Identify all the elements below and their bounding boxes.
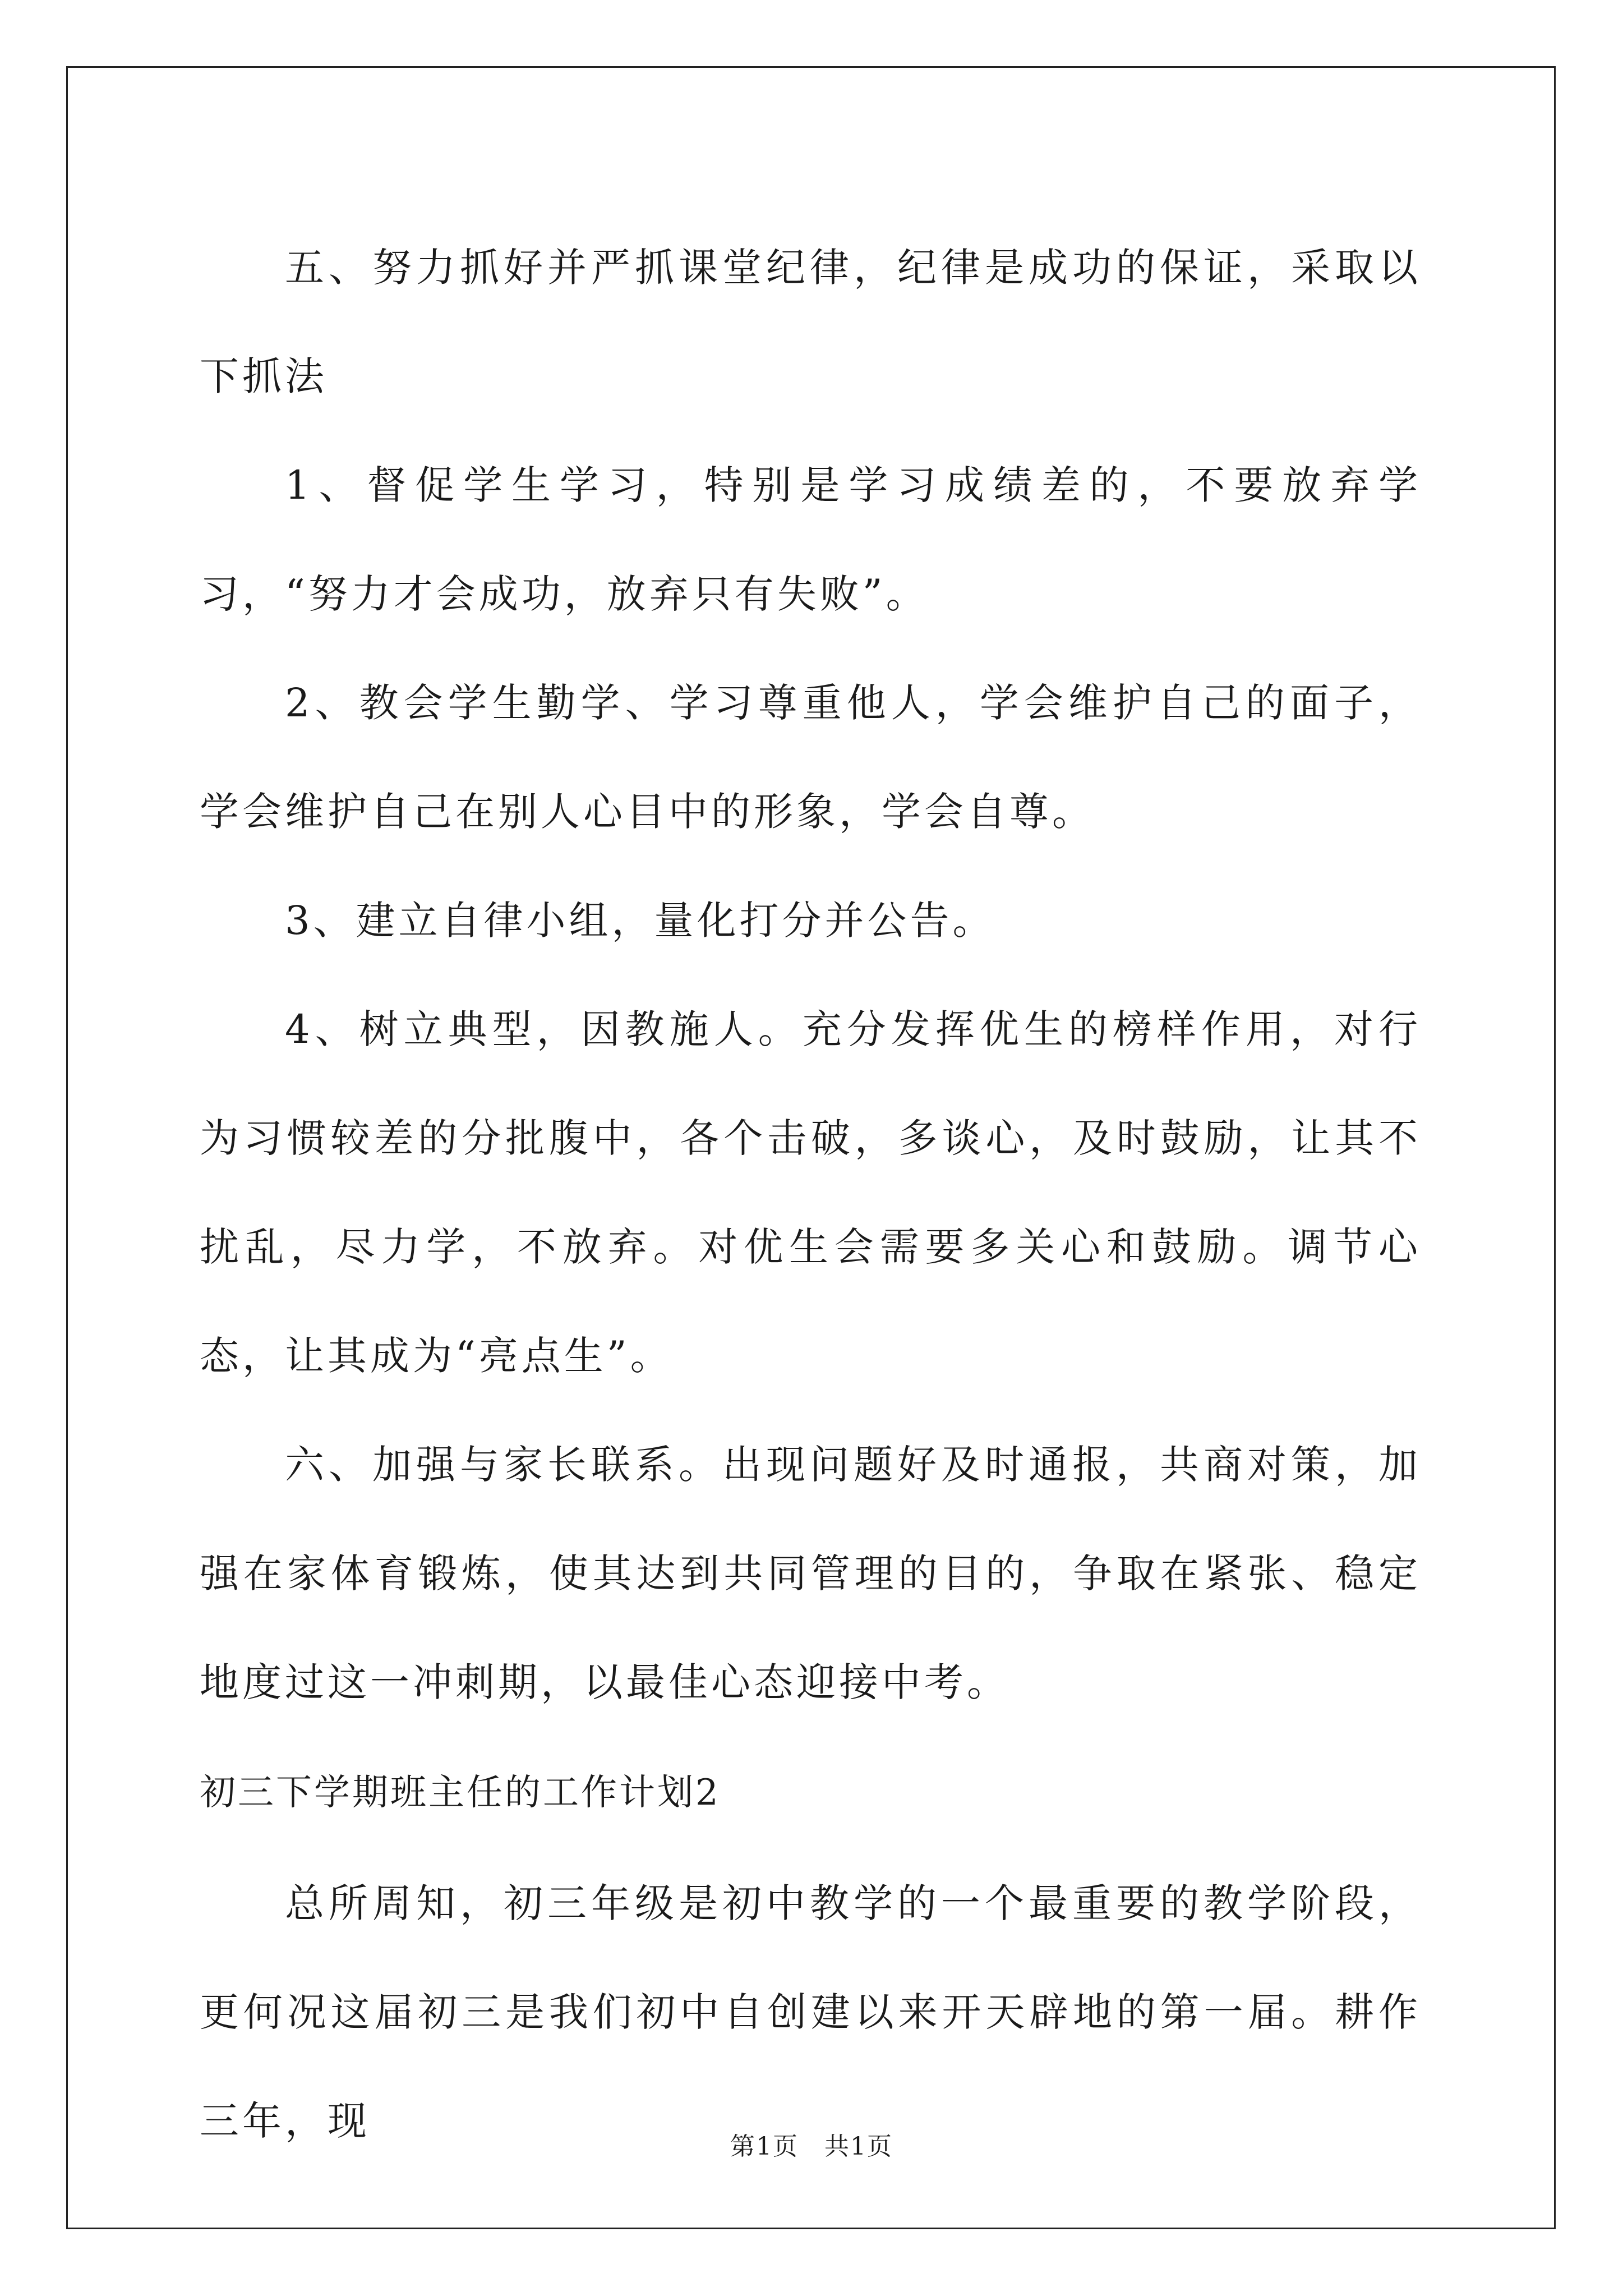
paragraph-item-2: 2、教会学生勤学、学习尊重他人，学会维护自己的面子，学会维护自己在别人心目中的形象，学会自尊。 — [200, 680, 1421, 835]
section-heading: 初三下学期班主任的工作计划2 — [200, 1772, 721, 1814]
paragraph-discipline: 五、努力抓好并严抓课堂纪律，纪律是成功的保证，采取以下抓法 — [200, 245, 1421, 399]
page-footer: 第1页 共1页 — [730, 2132, 893, 2161]
paragraph-intro: 总所周知，初三年级是初中教学的一个最重要的教学阶段，更何况这届初三是我们初中自创建以来开天辟地的第一届。耕作三年，现 — [200, 1880, 1421, 2144]
paragraph-item-4: 4、树立典型，因教施人。充分发挥优生的榜样作用，对行为习惯较差的分批腹中，各个击破，多谈心，及时鼓励，让其不扰乱，尽力学，不放弃。对优生会需要多关心和鼓励。调节心态，让其成为“亮点生”。 — [200, 1006, 1421, 1379]
paragraph-item-3: 3、建立自律小组，量化打分并公告。 — [285, 898, 995, 944]
paragraph-parents: 六、加强与家长联系。出现问题好及时通报，共商对策，加强在家体育锻炼，使其达到共同管理的目的，争取在紧张、稳定地度过这一冲刺期，以最佳心态迎接中考。 — [200, 1442, 1421, 1705]
document-body — [200, 213, 1421, 2175]
paragraph-item-1: 1、督促学生学习，特别是学习成绩差的，不要放弃学习，“努力才会成功，放弃只有失败”。 — [200, 462, 1421, 617]
